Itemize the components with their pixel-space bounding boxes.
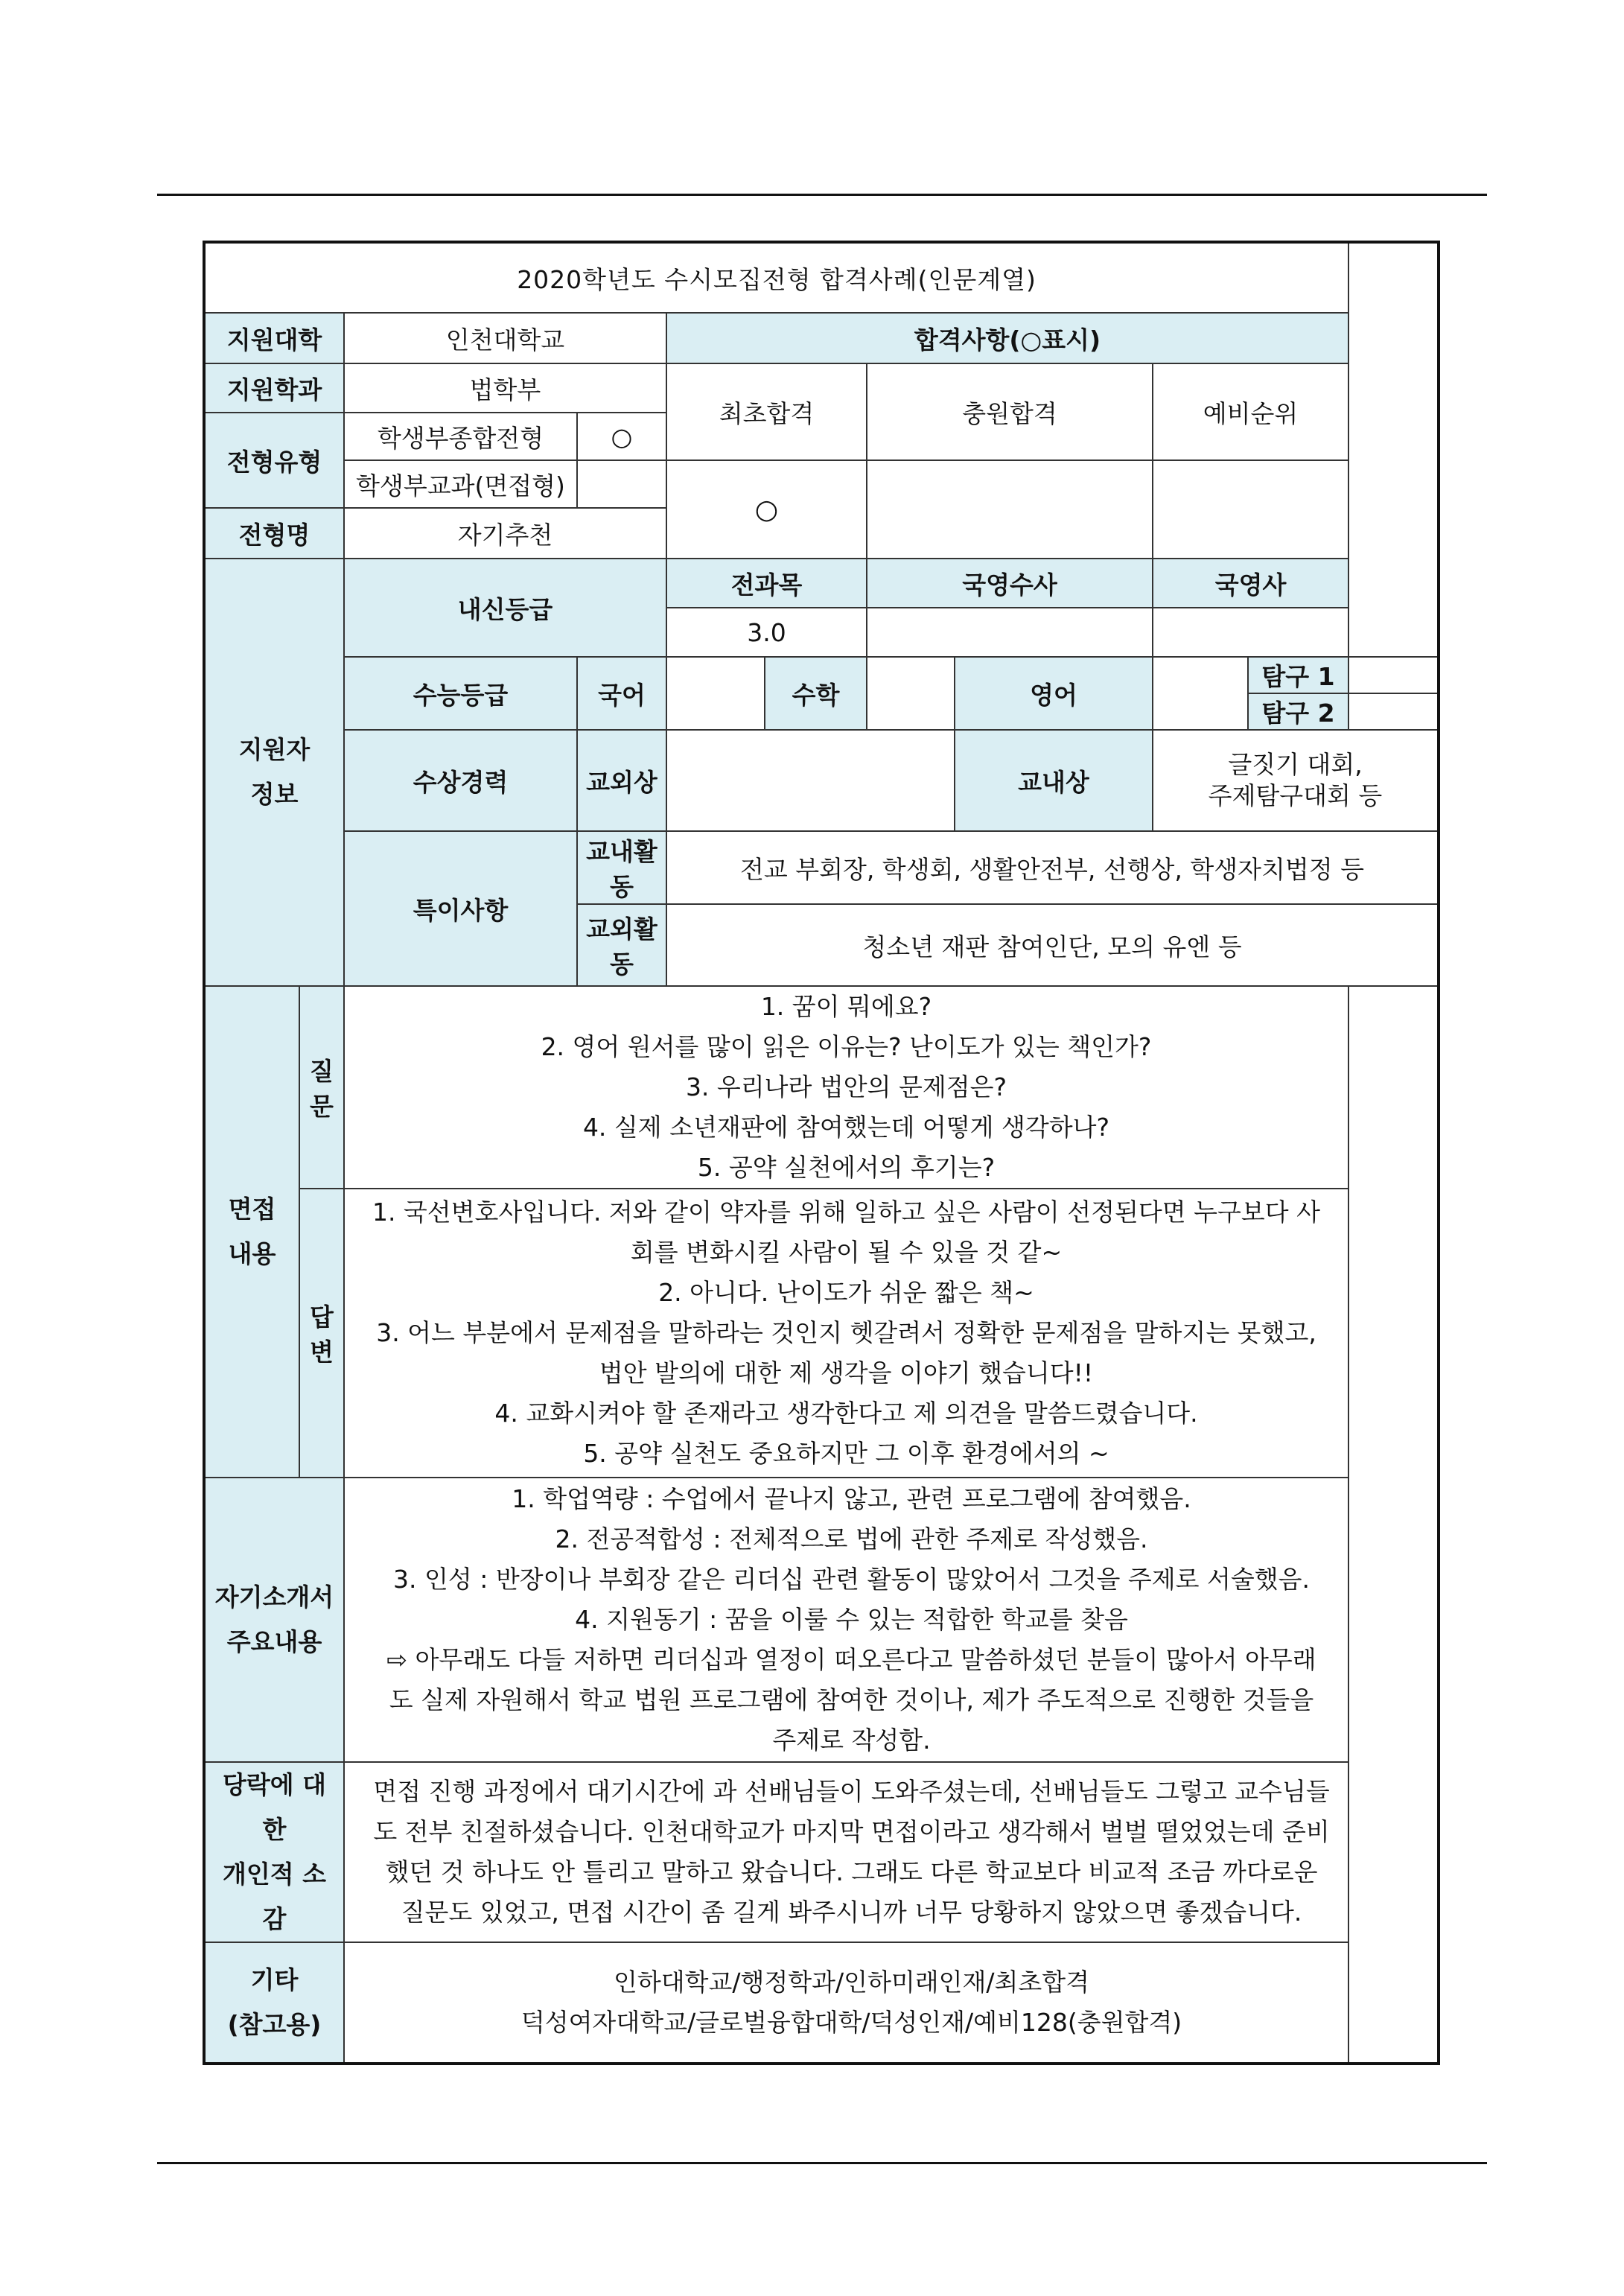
label-kesm: 국영수사 bbox=[867, 559, 1153, 608]
inside-award-value: 글짓기 대회, 주제탐구대회 등 bbox=[1153, 730, 1439, 831]
question-item: 2. 영어 원서를 많이 읽은 이유는? 난이도가 있는 책인가? bbox=[541, 1032, 1152, 1061]
impression-line: 도 전부 친절하셨습니다. 인천대학교가 마지막 면접이라고 생각해서 벌벌 떨었었는데 준비 bbox=[373, 1817, 1330, 1846]
label-name: 전형명 bbox=[204, 508, 344, 559]
top-rule bbox=[157, 194, 1487, 196]
question-item: 1. 꿈이 뭐에요? bbox=[760, 992, 932, 1021]
result-first-label: 최초합격 bbox=[666, 363, 867, 460]
admission-case-table bbox=[203, 241, 1440, 2065]
korean-grade bbox=[666, 657, 765, 730]
essay-item: 4. 지원동기 : 꿈을 이룰 수 있는 적합한 학교를 찾음 bbox=[575, 1605, 1128, 1634]
label-grade: 내신등급 bbox=[344, 559, 666, 657]
label-answer: 답변 bbox=[299, 1189, 344, 1478]
etc-list bbox=[344, 1942, 1348, 2064]
etc-item: 덕성여자대학교/글로벌융합대학/덕성인재/예비128(충원합격) bbox=[520, 2008, 1182, 2037]
english-grade bbox=[1153, 657, 1248, 730]
label-kes: 국영사 bbox=[1153, 559, 1348, 608]
label-etc: 기타 (참고용) bbox=[204, 1942, 344, 2064]
answer-item: 1. 국선변호사입니다. 저와 같이 약자를 위해 일하고 싶은 사람이 선정된다면 누구보다 사 bbox=[372, 1198, 1321, 1227]
label-type: 전형유형 bbox=[204, 413, 344, 508]
result-header: 합격사항(○표시) bbox=[666, 313, 1348, 363]
type2-mark bbox=[577, 460, 666, 508]
result-added-label: 충원합격 bbox=[867, 363, 1153, 460]
question-item: 3. 우리나라 법안의 문제점은? bbox=[685, 1072, 1007, 1101]
answer-list bbox=[344, 1189, 1348, 1478]
essay-item: ⇨ 아무래도 다들 저하면 리더십과 열정이 떠오른다고 말씀하셨던 분들이 많아서 아무래 bbox=[386, 1645, 1316, 1674]
result-added-mark bbox=[867, 460, 1153, 559]
label-essay: 자기소개서 주요내용 bbox=[204, 1478, 344, 1762]
label-univ: 지원대학 bbox=[204, 313, 344, 363]
math-grade bbox=[867, 657, 955, 730]
label-inquiry1: 탐구 1 bbox=[1248, 657, 1348, 693]
label-all-subjects: 전과목 bbox=[666, 559, 867, 608]
essay-item: 1. 학업역량 : 수업에서 끝나지 않고, 관련 프로그램에 참여했음. bbox=[512, 1484, 1191, 1513]
inquiry2-grade bbox=[1348, 693, 1439, 730]
impression-line: 면접 진행 과정에서 대기시간에 과 선배님들이 도와주셨는데, 선배님들도 그렇고 교수님들 bbox=[373, 1777, 1330, 1806]
label-math: 수학 bbox=[765, 657, 867, 730]
result-reserve-label: 예비순위 bbox=[1153, 363, 1348, 460]
impression-line: 했던 것 하나도 안 틀리고 말하고 왔습니다. 그래도 다른 학교보다 비교적 조금 까다로운 bbox=[385, 1857, 1318, 1886]
value-dept: 법학부 bbox=[344, 363, 666, 413]
label-applicant: 지원자 정보 bbox=[204, 559, 344, 986]
impression-line: 질문도 있었고, 면접 시간이 좀 길게 봐주시니까 너무 당황하지 않았으면 좋겠습니다. bbox=[401, 1898, 1302, 1927]
type1-mark: ○ bbox=[577, 413, 666, 460]
result-first-mark: ○ bbox=[666, 460, 867, 559]
page-title: 2020학년도 수시모집전형 합격사례(인문계열) bbox=[204, 242, 1348, 313]
grade-kesm-value bbox=[867, 608, 1153, 657]
bottom-rule bbox=[157, 2162, 1487, 2164]
grade-kes-value bbox=[1153, 608, 1348, 657]
label-impression: 당락에 대한 개인적 소감 bbox=[204, 1762, 344, 1942]
label-interview: 면접 내용 bbox=[204, 986, 299, 1478]
inquiry1-grade bbox=[1348, 657, 1439, 693]
etc-item: 인하대학교/행정학과/인하미래인재/최초합격 bbox=[613, 1968, 1090, 1997]
essay-list bbox=[344, 1478, 1348, 1762]
inside-activity-value: 전교 부회장, 학생회, 생활안전부, 선행상, 학생자치법정 등 bbox=[666, 831, 1439, 904]
question-item: 5. 공약 실천에서의 후기는? bbox=[697, 1153, 996, 1182]
label-awards: 수상경력 bbox=[344, 730, 577, 831]
answer-item: 2. 아니다. 난이도가 쉬운 짧은 책~ bbox=[658, 1278, 1034, 1307]
impression-text bbox=[344, 1762, 1348, 1942]
result-reserve-value bbox=[1153, 460, 1348, 559]
answer-item: 4. 교화시켜야 할 존재라고 생각한다고 제 의견을 말씀드렸습니다. bbox=[494, 1399, 1198, 1428]
value-type2: 학생부교과(면접형) bbox=[344, 460, 577, 508]
essay-item: 도 실제 자원해서 학교 법원 프로그램에 참여한 것이나, 제가 주도적으로 진행한 것들을 bbox=[389, 1685, 1314, 1714]
outside-activity-value: 청소년 재판 참여인단, 모의 유엔 등 bbox=[666, 904, 1439, 986]
grade-all-value: 3.0 bbox=[666, 608, 867, 657]
answer-item: 5. 공약 실천도 중요하지만 그 이후 환경에서의 ~ bbox=[583, 1439, 1109, 1468]
value-univ: 인천대학교 bbox=[344, 313, 666, 363]
question-item: 4. 실제 소년재판에 참여했는데 어떻게 생각하나? bbox=[582, 1113, 1110, 1142]
label-english: 영어 bbox=[955, 657, 1153, 730]
label-special: 특이사항 bbox=[344, 831, 577, 986]
answer-item: 회를 변화시킬 사람이 될 수 있을 것 같~ bbox=[630, 1238, 1063, 1267]
essay-item: 주제로 작성함. bbox=[772, 1726, 931, 1755]
label-korean: 국어 bbox=[577, 657, 666, 730]
answer-item: 법안 발의에 대한 제 생각을 이야기 했습니다!! bbox=[599, 1358, 1094, 1387]
essay-item: 3. 인성 : 반장이나 부회장 같은 리더십 관련 활동이 많았어서 그것을 주제로 서술했음. bbox=[393, 1565, 1310, 1594]
label-inside-award: 교내상 bbox=[955, 730, 1153, 831]
label-outside-award: 교외상 bbox=[577, 730, 666, 831]
essay-item: 2. 전공적합성 : 전체적으로 법에 관한 주제로 작성했음. bbox=[555, 1524, 1148, 1554]
answer-item: 3. 어느 부분에서 문제점을 말하라는 것인지 헷갈려서 정확한 문제점을 말하지는 못했고, bbox=[376, 1318, 1316, 1347]
question-list bbox=[344, 986, 1348, 1189]
value-type1: 학생부종합전형 bbox=[344, 413, 577, 460]
label-dept: 지원학과 bbox=[204, 363, 344, 413]
label-question: 질문 bbox=[299, 986, 344, 1189]
label-suneung: 수능등급 bbox=[344, 657, 577, 730]
label-inquiry2: 탐구 2 bbox=[1248, 693, 1348, 730]
label-outside-activity: 교외활동 bbox=[577, 904, 666, 986]
outside-award-value bbox=[666, 730, 955, 831]
value-name: 자기추천 bbox=[344, 508, 666, 559]
label-inside-activity: 교내활동 bbox=[577, 831, 666, 904]
